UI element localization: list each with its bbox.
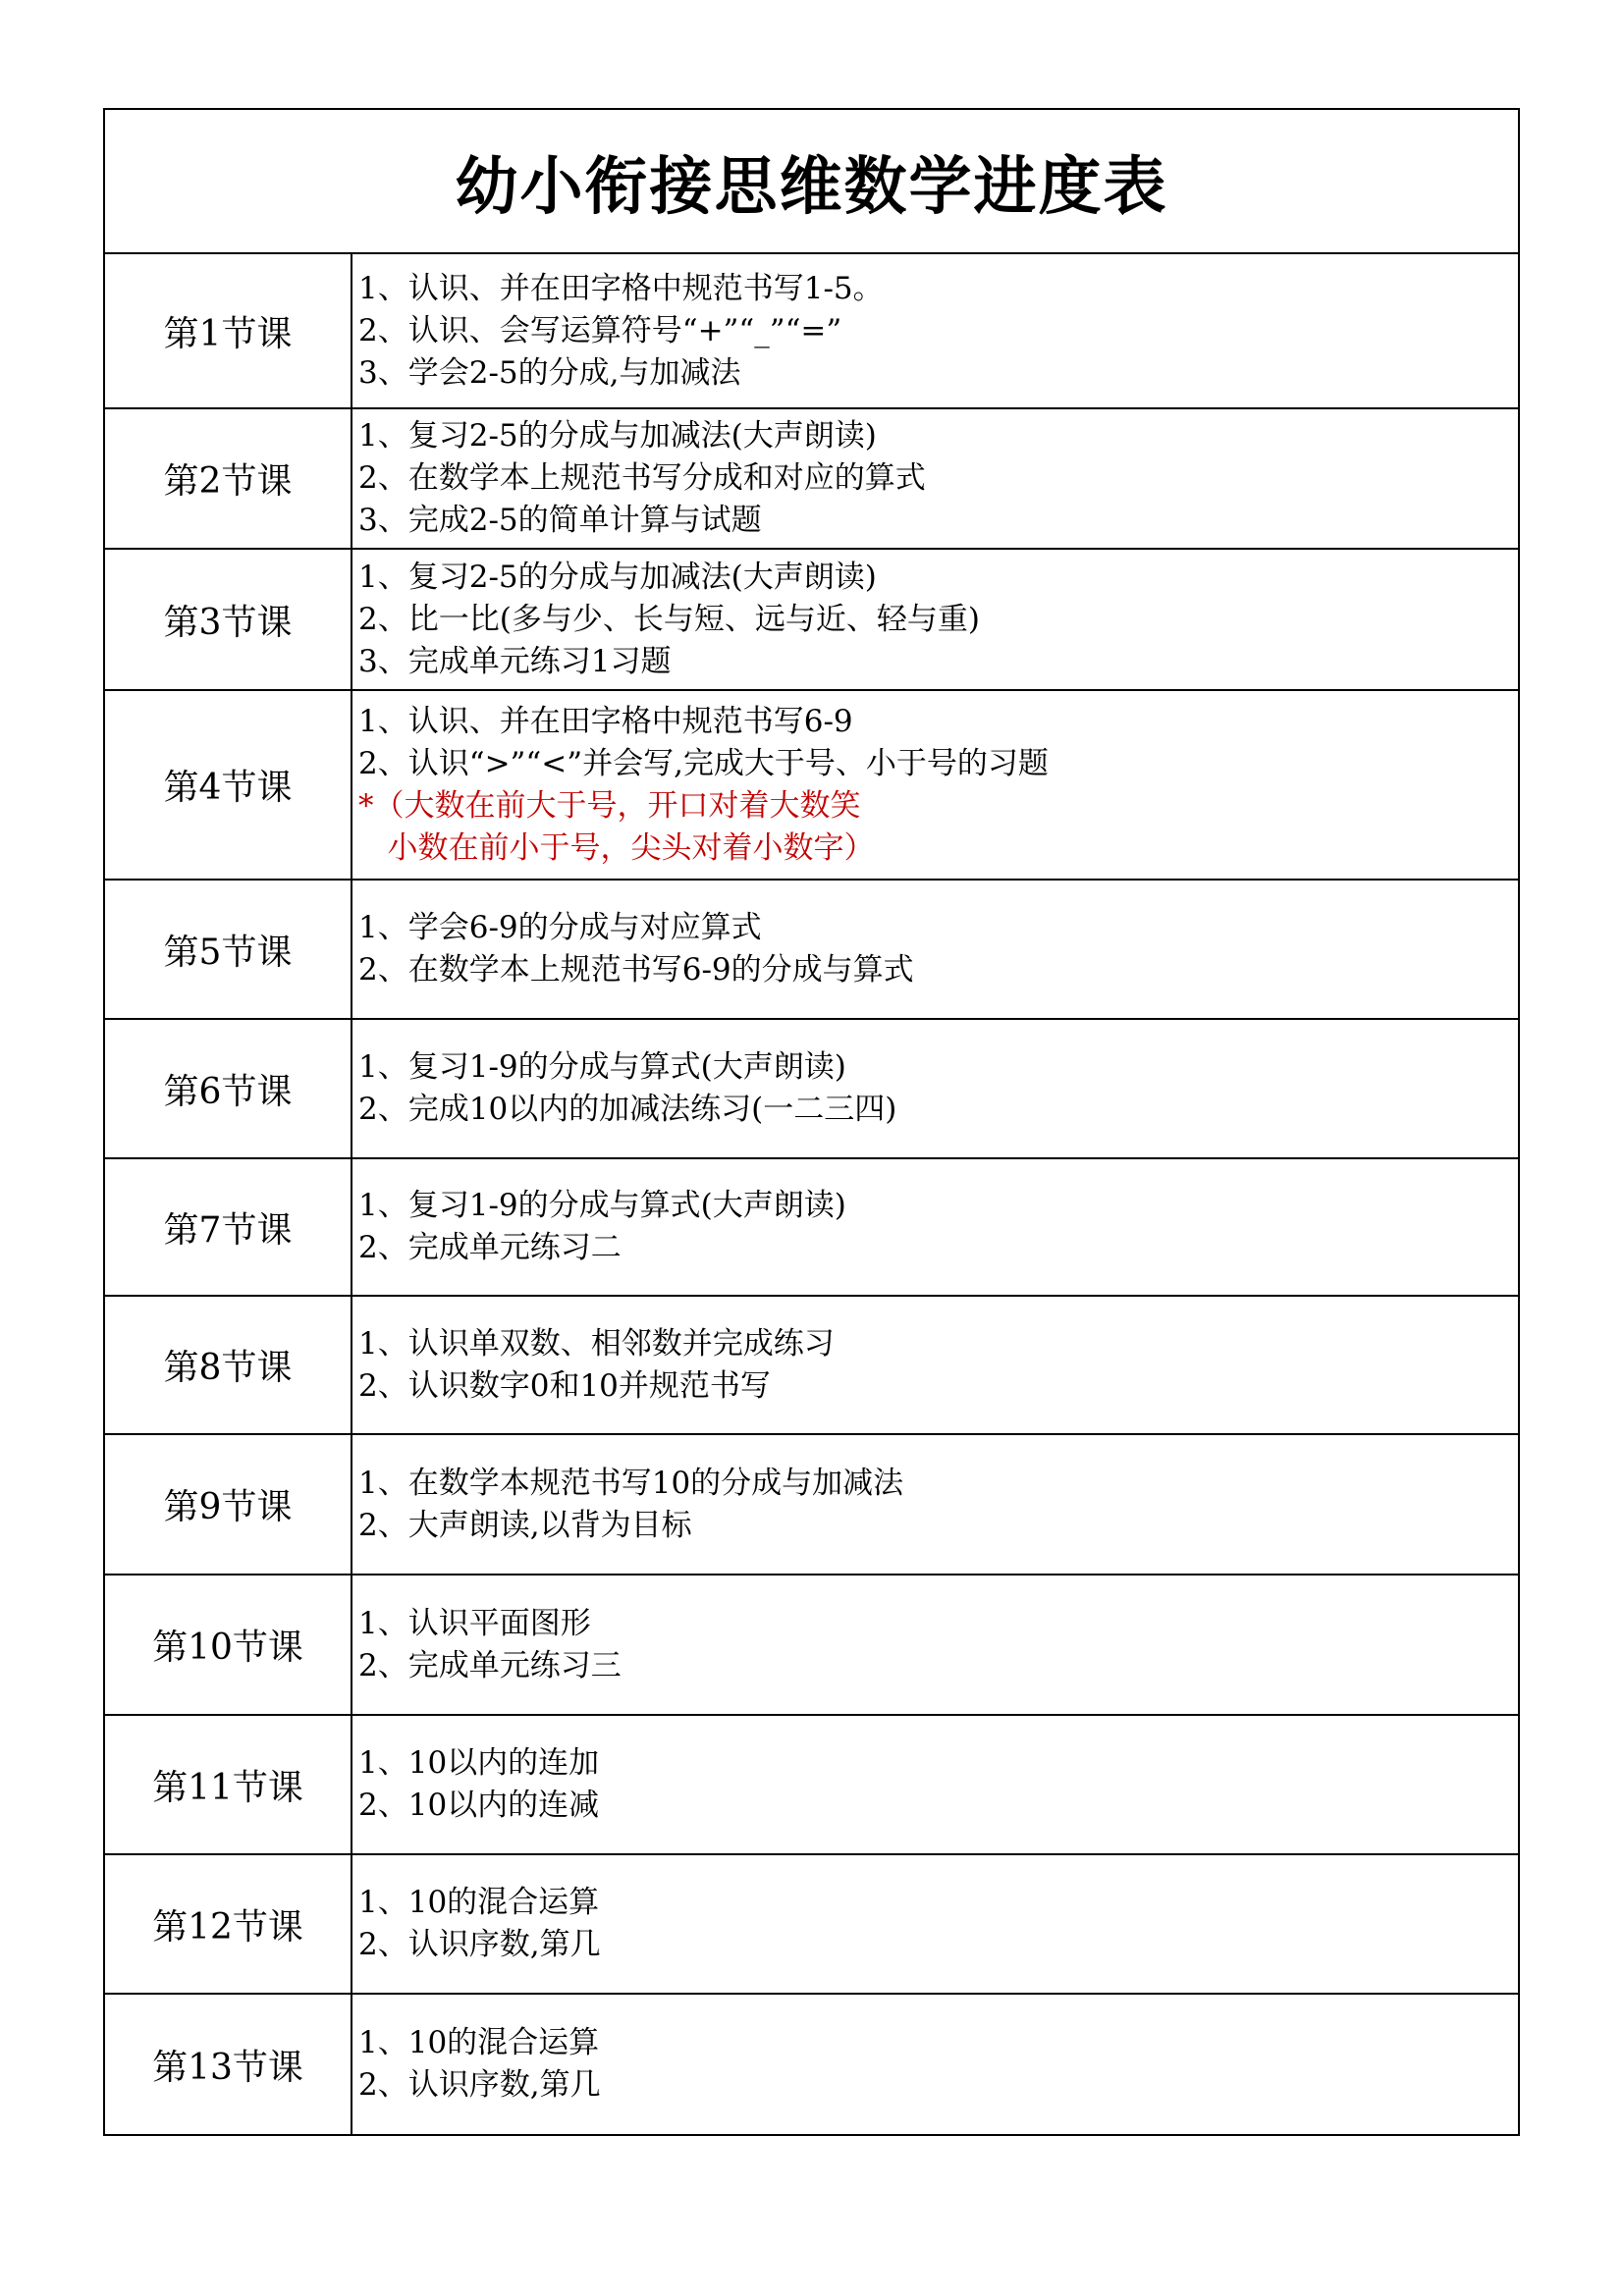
lesson-item-line: 2、认识序数,第几 bbox=[358, 1927, 601, 1962]
table-row bbox=[105, 1297, 1518, 1435]
page-title: 幼小衔接思维数学进度表 bbox=[455, 150, 1168, 224]
lesson-content-cell bbox=[352, 1297, 1518, 1433]
lesson-name-cell: 第3节课 bbox=[105, 550, 352, 689]
lesson-name-cell: 第6节课 bbox=[105, 1020, 352, 1157]
lesson-item-line: 3、完成单元练习1习题 bbox=[358, 643, 672, 679]
lesson-content-cell bbox=[352, 409, 1518, 548]
table-row bbox=[105, 881, 1518, 1020]
lesson-item-line: 2、在数学本上规范书写分成和对应的算式 bbox=[358, 460, 926, 496]
lesson-name-cell: 第12节课 bbox=[105, 1855, 352, 1993]
lesson-content-cell bbox=[352, 550, 1518, 689]
lesson-content-cell bbox=[352, 1855, 1518, 1993]
lesson-item-line: 3、学会2-5的分成,与加减法 bbox=[358, 354, 741, 391]
lesson-item-line: 1、复习1-9的分成与算式(大声朗读) bbox=[358, 1049, 846, 1085]
lesson-item-line: 1、10的混合运算 bbox=[358, 2025, 600, 2060]
lesson-content-cell bbox=[352, 1435, 1518, 1574]
lesson-name-cell: 第9节课 bbox=[105, 1435, 352, 1574]
table-row bbox=[105, 1716, 1518, 1855]
lesson-content-cell bbox=[352, 1995, 1518, 2134]
lesson-item-line: 1、认识、并在田字格中规范书写1-5。 bbox=[358, 270, 884, 306]
table-row bbox=[105, 1020, 1518, 1159]
lesson-item-line: 2、大声朗读,以背为目标 bbox=[358, 1507, 692, 1543]
lesson-item-line: 1、认识、并在田字格中规范书写6-9 bbox=[358, 703, 853, 739]
lesson-note-line: 小数在前小于号，尖头对着小数字） bbox=[358, 829, 875, 866]
table-row bbox=[105, 1435, 1518, 1575]
lesson-item-line: 1、认识单双数、相邻数并完成练习 bbox=[358, 1325, 835, 1362]
progress-table bbox=[103, 108, 1520, 2136]
lesson-item-line: 2、认识“>”“<”并会写,完成大于号、小于号的习题 bbox=[358, 745, 1049, 781]
lesson-content-cell bbox=[352, 1020, 1518, 1157]
table-row bbox=[105, 550, 1518, 691]
lesson-rows bbox=[105, 254, 1518, 2134]
table-row bbox=[105, 254, 1518, 409]
lesson-item-line: 2、认识数字0和10并规范书写 bbox=[358, 1367, 771, 1404]
lesson-item-line: 2、认识序数,第几 bbox=[358, 2067, 601, 2103]
table-row bbox=[105, 1995, 1518, 2134]
lesson-item-line: 1、在数学本规范书写10的分成与加减法 bbox=[358, 1465, 904, 1501]
lesson-content-cell bbox=[352, 1575, 1518, 1714]
lesson-note-line: *（大数在前大于号，开口对着大数笑 bbox=[358, 787, 861, 824]
lesson-name-cell: 第8节课 bbox=[105, 1297, 352, 1433]
table-row bbox=[105, 409, 1518, 550]
table-row bbox=[105, 691, 1518, 881]
lesson-item-line: 2、完成单元练习三 bbox=[358, 1647, 622, 1683]
lesson-item-line: 2、10以内的连减 bbox=[358, 1788, 600, 1823]
title-row bbox=[105, 110, 1518, 254]
lesson-name-cell: 第7节课 bbox=[105, 1159, 352, 1295]
lesson-item-line: 2、完成10以内的加减法练习(一二三四) bbox=[358, 1092, 897, 1127]
lesson-item-line: 2、比一比(多与少、长与短、远与近、轻与重) bbox=[358, 601, 980, 637]
lesson-name-cell: 第4节课 bbox=[105, 691, 352, 879]
lesson-item-line: 2、在数学本上规范书写6-9的分成与算式 bbox=[358, 952, 914, 988]
lesson-item-line: 2、完成单元练习二 bbox=[358, 1230, 622, 1265]
lesson-name-cell: 第5节课 bbox=[105, 881, 352, 1018]
lesson-content-cell bbox=[352, 881, 1518, 1018]
lesson-content-cell bbox=[352, 691, 1518, 879]
lesson-name-cell: 第11节课 bbox=[105, 1716, 352, 1853]
lesson-item-line: 1、10的混合运算 bbox=[358, 1885, 600, 1920]
lesson-name-cell: 第13节课 bbox=[105, 1995, 352, 2134]
lesson-item-line: 1、学会6-9的分成与对应算式 bbox=[358, 910, 762, 945]
lesson-content-cell bbox=[352, 1159, 1518, 1295]
table-row bbox=[105, 1855, 1518, 1995]
table-row bbox=[105, 1159, 1518, 1297]
lesson-name-cell: 第10节课 bbox=[105, 1575, 352, 1714]
lesson-content-cell bbox=[352, 1716, 1518, 1853]
lesson-name-cell: 第2节课 bbox=[105, 409, 352, 548]
table-row bbox=[105, 1575, 1518, 1716]
lesson-name-cell: 第1节课 bbox=[105, 254, 352, 407]
lesson-item-line: 2、认识、会写运算符号“+”“_”“=” bbox=[358, 312, 842, 348]
lesson-item-line: 1、复习1-9的分成与算式(大声朗读) bbox=[358, 1188, 846, 1223]
lesson-item-line: 1、复习2-5的分成与加减法(大声朗读) bbox=[358, 418, 877, 454]
lesson-item-line: 1、10以内的连加 bbox=[358, 1745, 600, 1781]
lesson-item-line: 1、复习2-5的分成与加减法(大声朗读) bbox=[358, 559, 877, 595]
lesson-item-line: 1、认识平面图形 bbox=[358, 1605, 591, 1641]
lesson-item-line: 3、完成2-5的简单计算与试题 bbox=[358, 503, 762, 538]
lesson-content-cell bbox=[352, 254, 1518, 407]
